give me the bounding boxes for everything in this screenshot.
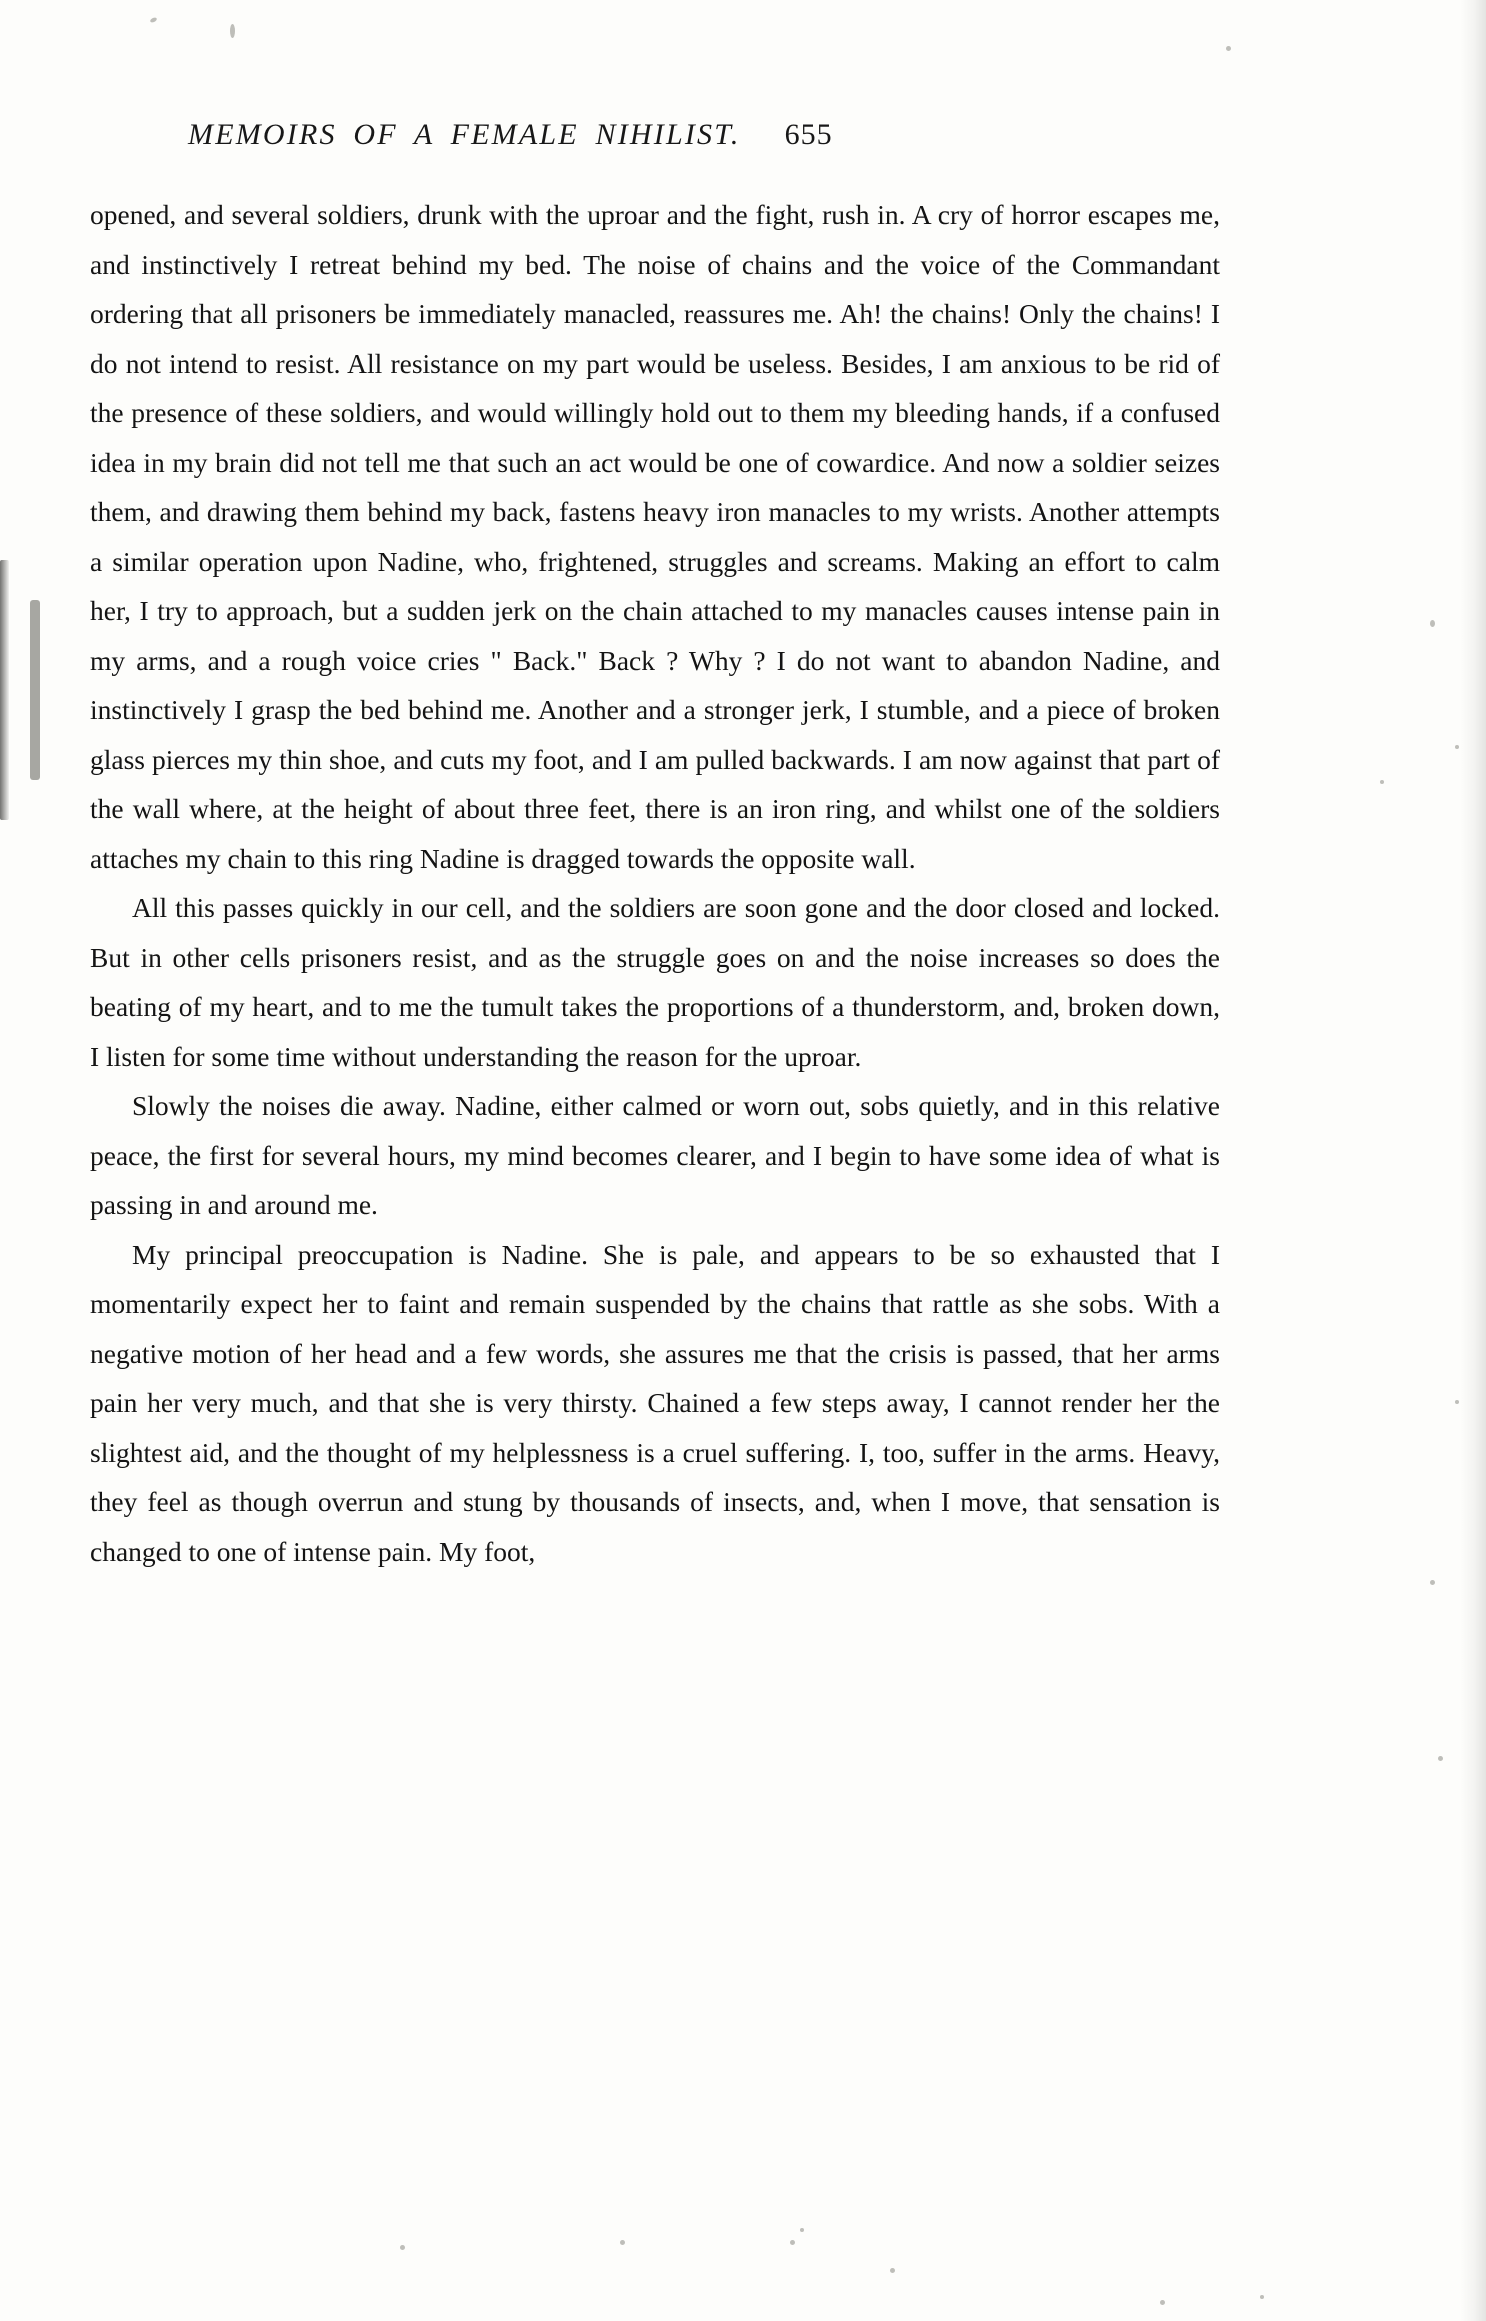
paragraph: Slowly the noises die away. Nadine, either calmed or worn out, sobs quietly, and in this relative peace, the first for several hours, my mind becomes clearer, and I begin to have some idea of what is passing in and around me. [90,1090,1220,1220]
page-number: 655 [784,118,833,151]
page-content [48,0,1438,2321]
paragraph: All this passes quickly in our cell, and the soldiers are soon gone and the door closed and locked. But in other cells prisoners resist, and as the struggle goes on and the noise increases so does the beating of my heart, and to me the tumult takes the proportions of a thunderstorm, and, broken down, I listen for some time without understanding the reason for the uproar. [90,892,1220,1072]
paragraph: My principal preoccupation is Nadine. She is pale, and appears to be so exhausted that I momentarily expect her to faint and remain suspended by the chains that rattle as she sobs. With a negative motion of her head and a few words, she assures me that the crisis is passed, that her arms pain her very much, and that she is very thirsty. Chained a few steps away, I cannot render her the slightest aid, and the thought of my helplessness is a cruel suffering. I, too, suffer in the arms. Heavy, they feel as though overrun and stung by thousands of insects, and, when I move, that sensation is changed to one of intense pain. My foot, [90,1238,1220,1567]
body-text [90,190,1220,1576]
running-title: MEMOIRS OF A FEMALE NIHILIST. [188,118,741,151]
paragraph: opened, and several soldiers, drunk with the uproar and the fight, rush in. A cry of horror escapes me, and instinctively I retreat behind my bed. The noise of chains and the voice of the Commandant ordering that all prisoners be immediately manacled, reassures me. Ah! the chains! Only the chains! I do not intend to resist. All resistance on my part would be useless. Besides, I am anxious to be rid of the presence of these soldiers, and would willingly hold out to them my bleeding hands, if a confused idea in my brain did not tell me that such an act would be one of cowardice. And now a soldier seizes them, and drawing them behind my back, fastens heavy iron manacles to my wrists. Another attempts a similar operation upon Nadine, who, frightened, struggles and screams. Making an effort to calm her, I try to approach, but a sudden jerk on the chain attached to my manacles causes intense pain in my arms, and a rough voice cries " Back." Back ? Why ? I do not want to abandon Nadine, and instinctively I grasp the bed behind me. Another and a stronger jerk, I stumble, and a piece of broken glass pierces my thin shoe, and cuts my foot, and I am pulled backwards. I am now against that part of the wall where, at the height of about three feet, there is an iron ring, and whilst one of the soldiers attaches my chain to this ring Nadine is dragged towards the opposite wall. [90,199,1220,874]
page-header [188,118,1308,152]
